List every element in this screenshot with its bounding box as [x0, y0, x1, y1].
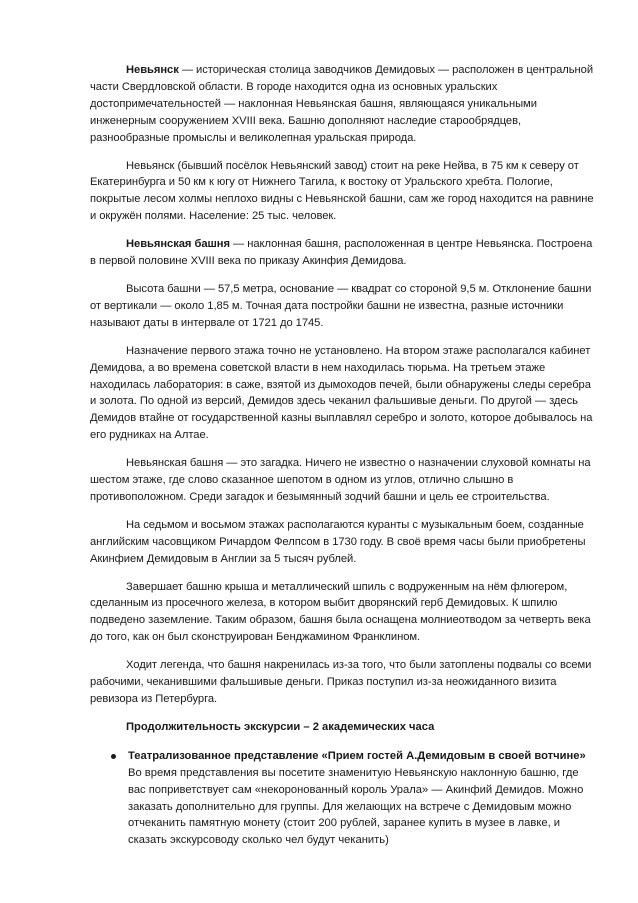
excursion-options-list: [90, 748, 595, 849]
paragraph-nevyansk-intro: [90, 62, 595, 147]
paragraph-text: — наклонная башня, расположенная в центре Невьянска. Построена в первой половине XVIII века по приказу Акинфия Демидова.: [90, 238, 593, 268]
paragraph-tower-mystery: [90, 455, 595, 506]
paragraph-tower-clock: [90, 517, 595, 568]
paragraph-text: Высота башни — 57,5 метра, основание — квадрат со стороной 9,5 м. Отклонение башни от вертикали — около 1,85 м. Точная дата постройки башни не известна, разные источники называют даты в интервале от 1721 до 1745.: [90, 282, 592, 329]
paragraph-nevyansk-location: [90, 158, 595, 226]
paragraph-tower-floors: [90, 343, 595, 444]
list-item: [90, 748, 595, 849]
paragraph-text: Ходит легенда, что башня накренилась из-за того, что были затоплены подвалы со всеми рабочими, чеканившими фальшивые деньги. Приказ поступил из-за неожиданного визита ревизора из Петербурга.: [90, 659, 592, 705]
paragraph-tower-dimensions: [90, 281, 595, 332]
paragraph-text: Завершает башню крыша и металлический шпиль с водруженным на нём флюгером, сделанным из просечного железа, в котором выбит дворянский герб Демидовых. К шпилю подведено заземление. Таким образом, башня была оснащена молниеотводом за четверть века до того, как он был сконструирован Бенджамином Франклином.: [90, 580, 591, 644]
excursion-duration-heading: Продолжительность экскурсии – 2 академических часа: [126, 720, 435, 733]
paragraph-text: Невьянская башня — это загадка. Ничего не известно о назначении слуховой комнаты на шестом этаже, где слово сказанное шепотом в одном из углов, отлично слышно в противоположном. Среди загадок и безымянный зодчий башни и цель ее строительства.: [90, 457, 591, 503]
paragraph-tower-legend: [90, 657, 595, 708]
paragraph-tower-intro: [90, 236, 595, 270]
paragraph-text: Назначение первого этажа точно не установлено. На втором этаже располагался кабинет Демидова, а во времена советской власти в нем находилась тюрьма. На третьем этаже находилась лаборатория: в саже, взятой из дымоходов печей, были обнаружены следы серебра и золота. По одной из версий, Демидов здесь чеканил фальшивые деньги. По другой — здесь Демидов втайне от государственной казны выплавлял серебро и золото, которое добывалось на его рудниках на Алтае.: [90, 344, 593, 442]
paragraph-tower-spire: [90, 579, 595, 647]
paragraph-text: На седьмом и восьмом этажах располагаются куранты с музыкальным боем, созданные английским часовщиком Ричардом Фелпсом в 1730 году. В своё время часы были приобретены Акинфием Демидовым в Англии за 5 тысяч рублей.: [90, 518, 586, 565]
list-item-text: Во время представления вы посетите знаменитую Невьянскую наклонную башню, где вас поприветствует сам «некоронованный король Урала» — Акинфий Демидов. Можно заказать дополнительно для группы. Для желающих на встрече с Демидовым можно отчеканить памятную монету (стоит 200 рублей, заранее купить в музее в лавке, и сказать экскурсоводу сколько чел будут чеканить): [128, 766, 584, 847]
list-item-title: Театрализованное представление «Прием гостей А.Демидовым в своей вотчине»: [128, 749, 586, 762]
paragraph-text: — историческая столица заводчиков Демидовых — расположен в центральной части Свердловской области. В городе находится одна из основных уральских достопримечательностей — наклонная Невьянская башня, являющаяся уникальными инженерным сооружением XVIII века. Башню дополняют наследие старообрядцев, разнообразные промыслы и великолепная уральская природа.: [90, 64, 594, 144]
paragraph-lead: Невьянская башня: [126, 238, 230, 251]
bullet-icon: [111, 754, 116, 759]
paragraph-lead: Невьянск: [126, 64, 179, 76]
paragraph-text: Невьянск (бывший посёлок Невьянский завод) стоит на реке Нейва, в 75 км к северу от Екатеринбурга и 50 км к югу от Нижнего Тагила, к востоку от Уральского хребта. Пологие, покрытые лесом холмы неплохо видны с Невьянской башни, сам же город находится на равнине и окружён полями. Население: 25 тыс. человек.: [90, 159, 594, 223]
document-page: [90, 62, 595, 849]
